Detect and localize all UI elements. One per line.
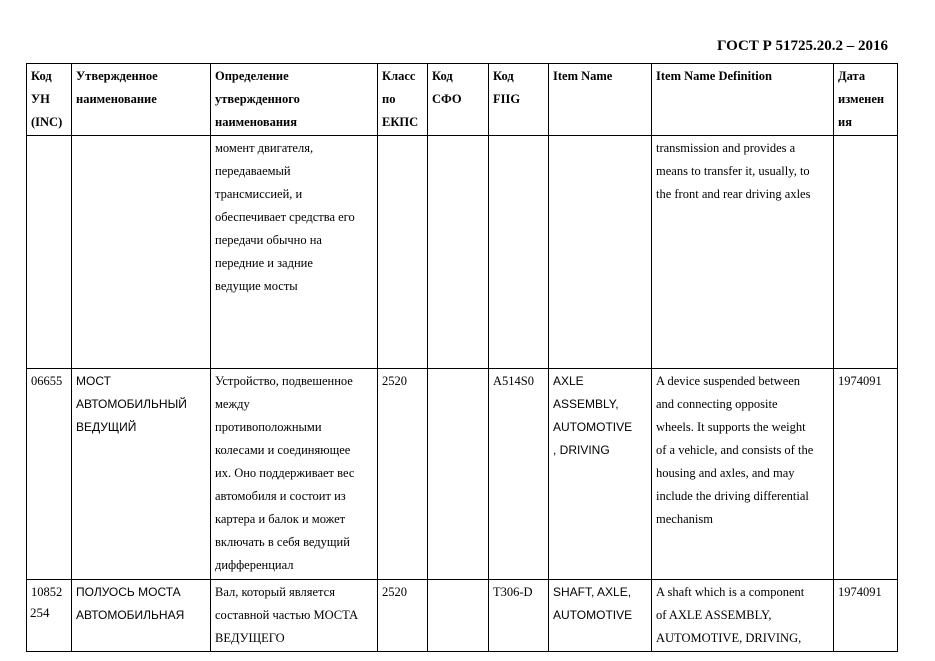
document-title: ГОСТ Р 51725.20.2 – 2016 <box>716 38 888 54</box>
cell-name <box>72 136 211 369</box>
cell-date: 1974091 <box>834 580 898 652</box>
cell-item-name <box>549 136 652 369</box>
table-row <box>27 580 898 652</box>
cell-inc <box>27 136 72 369</box>
cell-date: 1974091 <box>834 369 898 580</box>
cell-date <box>834 136 898 369</box>
col-header-name: Утвержденное наименование <box>72 64 211 136</box>
cell-item-def: A shaft which is a component of AXLE ASSEMBLY, AUTOMOTIVE, DRIVING, <box>652 580 834 652</box>
cell-name: ПОЛУОСЬ МОСТА АВТОМОБИЛЬНАЯ <box>72 580 211 652</box>
col-header-sfo: Код СФО <box>428 64 489 136</box>
col-header-definition: Определение утвержденного наименования <box>211 64 378 136</box>
col-header-item-name: Item Name <box>549 64 652 136</box>
cell-definition: момент двигателя, передаваемый трансмиссией, и обеспечивает средства его передачи обычно на передние и задние ведущие мосты <box>211 136 378 369</box>
table-row <box>27 136 898 369</box>
cell-class <box>378 136 428 369</box>
col-header-fiig: Код FIIG <box>489 64 549 136</box>
cell-sfo <box>428 369 489 580</box>
cell-item-name: AXLE ASSEMBLY, AUTOMOTIVE , DRIVING <box>549 369 652 580</box>
cell-fiig <box>489 136 549 369</box>
table-row <box>27 369 898 580</box>
col-header-date: Дата изменен ия <box>834 64 898 136</box>
cell-name: МОСТ АВТОМОБИЛЬНЫЙ ВЕДУЩИЙ <box>72 369 211 580</box>
cell-fiig: T306-D <box>489 580 549 652</box>
col-header-inc: Код УН (INC) <box>27 64 72 136</box>
cell-sfo <box>428 136 489 369</box>
cell-inc: 06655 <box>27 369 72 580</box>
cell-class: 2520 <box>378 580 428 652</box>
cell-sfo <box>428 580 489 652</box>
cell-fiig: A514S0 <box>489 369 549 580</box>
page-number: 254 <box>30 605 50 620</box>
cell-item-name: SHAFT, AXLE, AUTOMOTIVE <box>549 580 652 652</box>
cell-definition: Вал, который является составной частью МОСТА ВЕДУЩЕГО <box>211 580 378 652</box>
cell-inc: 10852 <box>27 580 72 652</box>
table-header-row <box>27 64 898 136</box>
data-table <box>26 63 898 652</box>
cell-item-def: A device suspended between and connecting opposite wheels. It supports the weight of a vehicle, and consists of the housing and axles, and may include the driving differential mechanism <box>652 369 834 580</box>
col-header-item-def: Item Name Definition <box>652 64 834 136</box>
cell-definition: Устройство, подвешенное между противоположными колесами и соединяющее их. Оно поддерживает вес автомобиля и состоит из картера и балок и может включать в себя ведущий дифференциал <box>211 369 378 580</box>
cell-item-def: transmission and provides a means to transfer it, usually, to the front and rear driving axles <box>652 136 834 369</box>
cell-class: 2520 <box>378 369 428 580</box>
col-header-class: Класс по ЕКПС <box>378 64 428 136</box>
